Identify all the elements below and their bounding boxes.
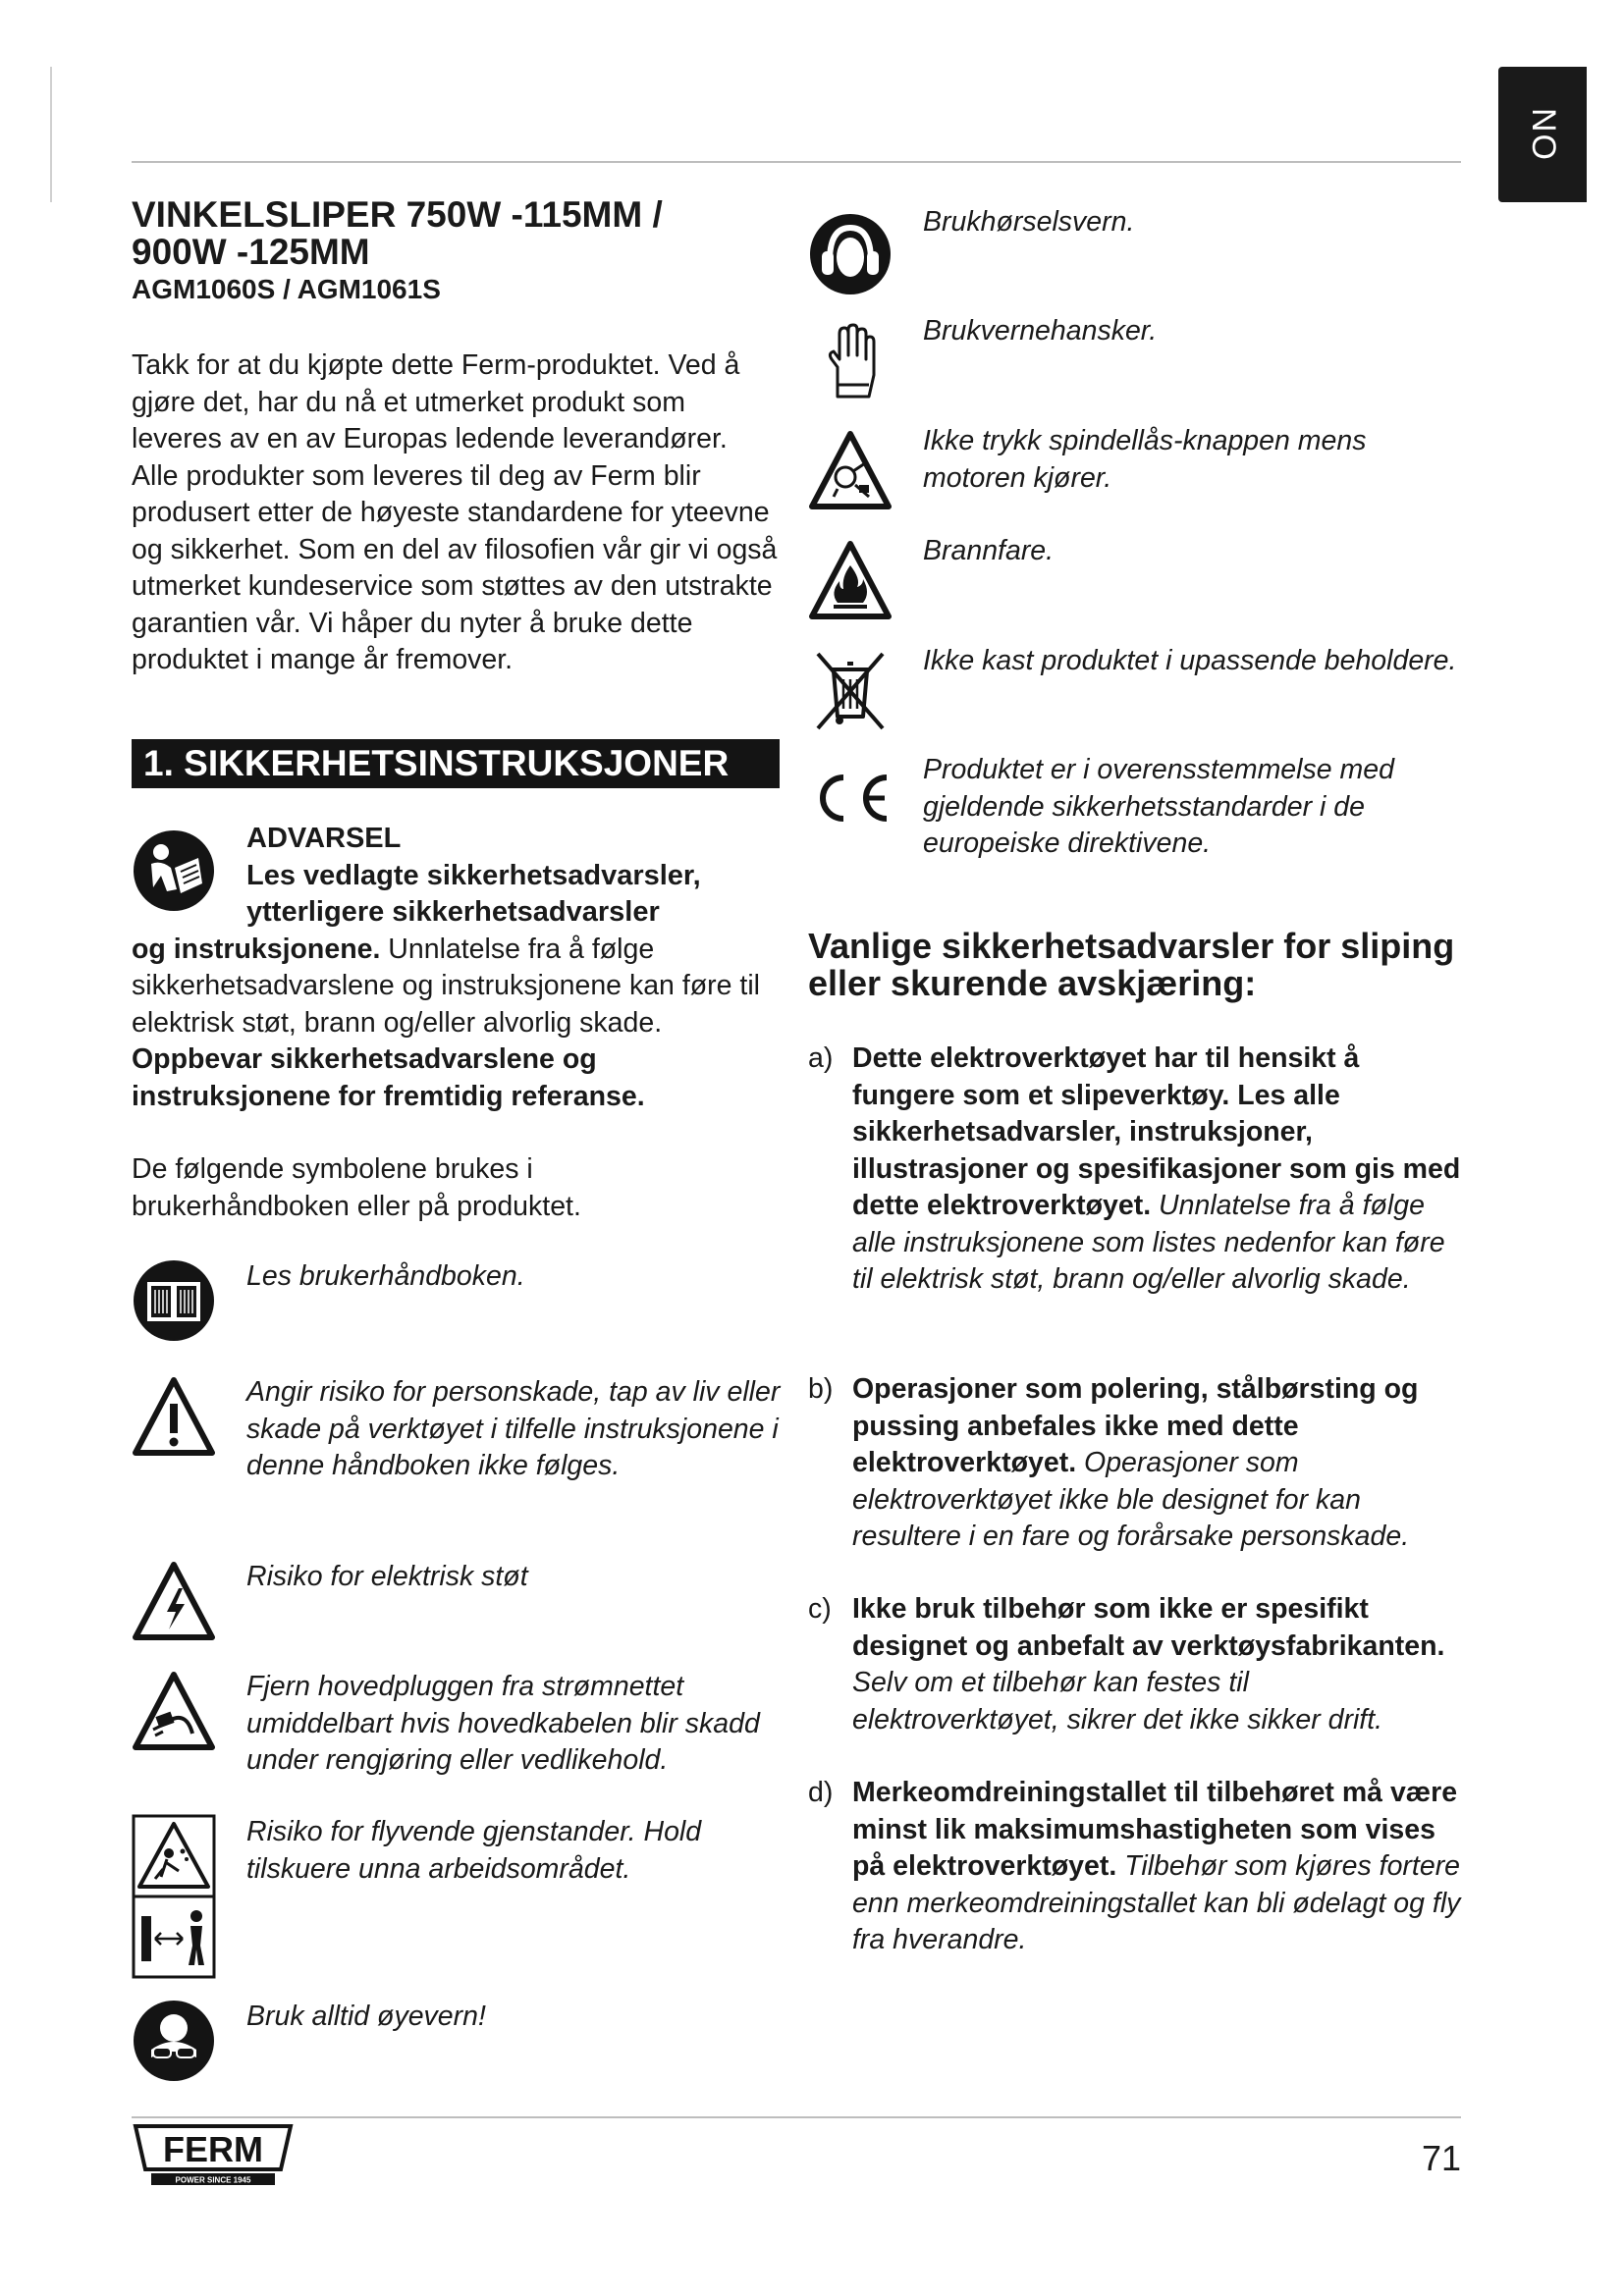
wheelie-bin-icon: [808, 648, 893, 732]
read-manual-icon: [132, 828, 216, 913]
warning-heading: ADVARSEL: [246, 823, 402, 854]
language-tab-label: NO: [1524, 107, 1562, 162]
warning-bold-text-3: Oppbevar sikkerhetsadvarslene og instruksjonene for fremtidig referanse.: [132, 1043, 645, 1112]
warning-body: [132, 932, 789, 1116]
item-a-bold: Dette elektroverktøyet har til hensikt å fungere som et slipeverktøy. Les alle sikkerhetsadvarsler, instruksjoner, illustrasjoner og spesifikasjoner som gis med dette elektroverktøyet.: [852, 1042, 1461, 1221]
item-letter-c: c): [808, 1593, 832, 1625]
item-letter-a: a): [808, 1042, 834, 1074]
section-heading: 1. SIKKERHETSINSTRUKSJONER: [132, 739, 780, 788]
grinding-item-b: [852, 1371, 1461, 1556]
symbol-text-manual: Les brukerhåndboken.: [246, 1260, 525, 1292]
flying-objects-icon: [132, 1814, 216, 1979]
item-c-italic: Selv om et tilbehør kan festes til elektroverktøyet, sikrer det ikke sikker drift.: [852, 1667, 1383, 1735]
grinding-item-a: [852, 1041, 1461, 1299]
item-letter-b: b): [808, 1373, 834, 1405]
item-b-bold: Operasjoner som polering, stålbørsting og pussing anbefales ikke med dette elektroverktøyet.: [852, 1373, 1419, 1478]
footer-rule: [132, 2116, 1461, 2118]
warning-bold-text-2: og instruksjonene.: [132, 933, 381, 965]
spindle-lock-icon: [808, 428, 893, 512]
intro-paragraph: Takk for at du kjøpte dette Ferm-produktet. Ved å gjøre det, har du nå et utmerket produkt som leveres av en av Europas ledende leverandører. Alle produkter som leveres til deg av Ferm blir produsert etter de høyeste standardene for yteevne og sikkerhet. Som en del av filosofien vår gir vi også utmerket kundeservice som støttes av den utstrakte garantien vår. Vi håper du nyter å bruke dette produktet i mange år fremover.: [132, 349, 778, 675]
electric-shock-icon: [132, 1559, 216, 1643]
symbol-text-unplug: Fjern hovedpluggen fra strømnettet umiddelbart hvis hovedkabelen blir skadd under rengjøring eller vedlikehold.: [246, 1671, 760, 1776]
symbol-text-ear: Brukhørselsvern.: [923, 206, 1135, 238]
symbol-text-warning: Angir risiko for personskade, tap av liv eller skade på verktøyet i tilfelle instruksjonene i denne håndboken ikke følges.: [246, 1376, 781, 1481]
item-letter-d: d): [808, 1777, 834, 1808]
model-numbers: AGM1060S / AGM1061S: [132, 274, 441, 304]
grinding-item-d: [852, 1775, 1461, 1959]
item-b-italic: Operasjoner som elektroverktøyet ikke ble designet for kan resultere i en fare og forårsake personskade.: [852, 1447, 1410, 1552]
logo-tagline: POWER SINCE 1945: [175, 2175, 251, 2185]
manual-book-icon: [132, 1258, 216, 1343]
margin-rule: [50, 67, 52, 202]
symbols-intro: De følgende symbolene brukes i brukerhåndboken eller på produktet.: [132, 1153, 581, 1222]
symbol-text-shock: Risiko for elektrisk støt: [246, 1561, 528, 1592]
item-d-bold: Merkeomdreiningstallet til tilbehøret må være minst lik maksimumshastigheten som vises på elektroverktøyet.: [852, 1777, 1458, 1882]
item-d-italic: Tilbehør som kjøres fortere enn merkeomdreiningstallet kan bli ødelagt og fly fra hverandre.: [852, 1850, 1461, 1955]
symbol-text-gloves: Brukvernehansker.: [923, 315, 1158, 347]
symbol-text-ce: Produktet er i overensstemmelse med gjeldende sikkerhetsstandarder i de europeiske direktivene.: [923, 754, 1394, 859]
unplug-icon: [132, 1669, 216, 1753]
page-number: 71: [1421, 2138, 1461, 2178]
item-a-italic: Unnlatelse fra å følge alle instruksjonene som listes nedenfor kan føre til elektrisk støt, brann og/eller alvorlig skade.: [852, 1190, 1445, 1295]
gloves-icon: [808, 320, 893, 404]
symbol-text-flying: Risiko for flyvende gjenstander. Hold tilskuere unna arbeidsområdet.: [246, 1816, 702, 1885]
grinding-item-c: [852, 1591, 1461, 1738]
item-c-bold: Ikke bruk tilbehør som ikke er spesifikt designet og anbefalt av verktøysfabrikanten.: [852, 1593, 1445, 1662]
header-rule: [132, 161, 1461, 163]
warning-normal-text: Unnlatelse fra å følge sikkerhetsadvarslene og instruksjonene kan føre til elektrisk støt, brann og/eller alvorlig skade.: [132, 933, 760, 1039]
grinding-heading: Vanlige sikkerhetsadvarsler for sliping eller skurende avskjæring:: [808, 926, 1455, 1003]
symbol-text-eye: Bruk alltid øyevern!: [246, 2001, 486, 2032]
warning-triangle-icon: [132, 1374, 216, 1459]
page-title: VINKELSLIPER 750W -115MM / 900W -125MM: [132, 194, 663, 272]
symbol-text-spindle: Ikke trykk spindellås-knappen mens motoren kjører.: [923, 425, 1367, 494]
warning-bold-text: Les vedlagte sikkerhetsadvarsler, ytterligere sikkerhetsadvarsler: [246, 859, 701, 928]
ce-mark-icon: [808, 756, 893, 840]
logo-wordmark: FERM: [163, 2129, 263, 2169]
ferm-logo: [132, 2122, 295, 2187]
symbol-text-fire: Brannfare.: [923, 535, 1055, 566]
fire-hazard-icon: [808, 538, 893, 622]
eye-protection-icon: [132, 1999, 216, 2083]
language-tab[interactable]: [1498, 67, 1587, 202]
ear-protection-icon: [808, 212, 893, 296]
symbol-text-bin: Ikke kast produktet i upassende beholdere.: [923, 645, 1457, 676]
